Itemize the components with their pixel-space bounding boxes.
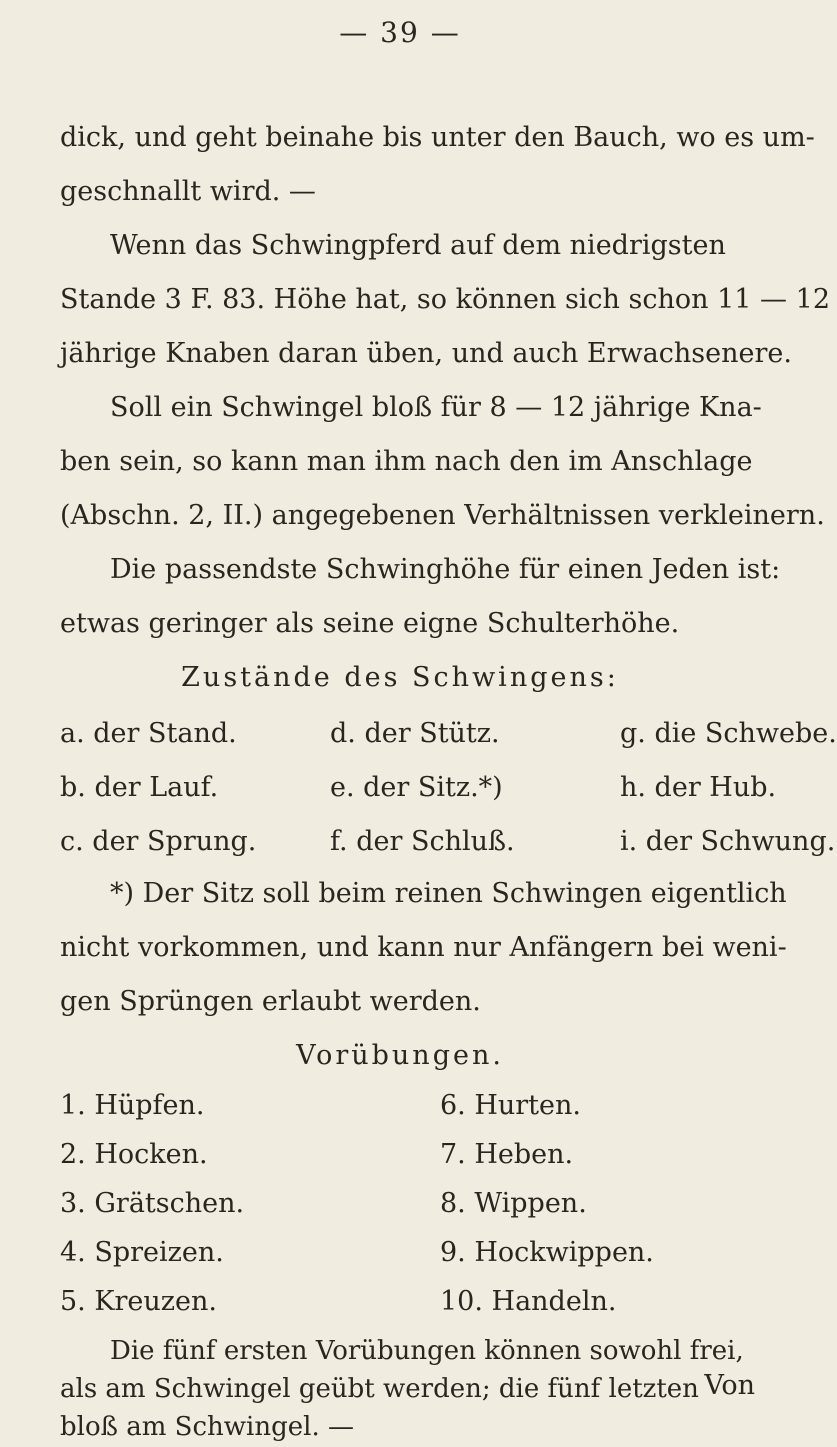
text-line: (Abschn. 2, II.) angegebenen Verhältnissen verkleinern. [60, 500, 825, 531]
list-item: a. der Stand. [60, 718, 237, 749]
list-item: g. die Schwebe. [620, 718, 837, 749]
exercise-item: 1. Hüpfen. [60, 1090, 205, 1121]
text-line: etwas geringer als seine eigne Schulterhöhe. [60, 608, 680, 639]
exercise-item: 7. Heben. [440, 1139, 574, 1170]
text-line: Die fünf ersten Vorübungen können sowohl frei, [110, 1336, 744, 1366]
text-line: geschnallt wird. — [60, 176, 316, 207]
list-item: e. der Sitz.*) [330, 772, 503, 803]
section-heading-zustaende: Zustände des Schwingens: [181, 662, 619, 693]
text-line: ben sein, so kann man ihm nach den im Anschlage [60, 446, 753, 477]
exercise-item: 8. Wippen. [440, 1188, 587, 1219]
list-item: f. der Schluß. [330, 826, 515, 857]
catchword: Von [704, 1370, 755, 1401]
exercise-item: 6. Hurten. [440, 1090, 581, 1121]
text-line: Die passendste Schwinghöhe für einen Jeden ist: [110, 554, 781, 585]
text-line: Soll ein Schwingel bloß für 8 — 12 jährige Kna- [110, 392, 762, 423]
text-line: bloß am Schwingel. — [60, 1412, 354, 1442]
text-line: Wenn das Schwingpferd auf dem niedrigsten [110, 230, 726, 261]
text-line: Stande 3 F. 83. Höhe hat, so können sich schon 11 — 12 [60, 284, 831, 315]
list-item: i. der Schwung. [620, 826, 836, 857]
list-item: h. der Hub. [620, 772, 777, 803]
exercise-item: 4. Spreizen. [60, 1237, 224, 1268]
exercise-item: 9. Hockwippen. [440, 1237, 654, 1268]
page-number: — 39 — [339, 16, 461, 49]
footnote-line: gen Sprüngen erlaubt werden. [60, 986, 481, 1017]
text-line: dick, und geht beinahe bis unter den Bauch, wo es um- [60, 122, 815, 153]
exercise-item: 3. Grätschen. [60, 1188, 245, 1219]
exercise-item: 5. Kreuzen. [60, 1286, 217, 1317]
footnote-line: *) Der Sitz soll beim reinen Schwingen eigentlich [110, 878, 787, 909]
list-item: c. der Sprung. [60, 826, 257, 857]
text-line: jährige Knaben daran üben, und auch Erwachsenere. [60, 338, 792, 369]
exercise-item: 10. Handeln. [440, 1286, 617, 1317]
section-heading-voruebungen: Vorübungen. [296, 1040, 504, 1071]
footnote-line: nicht vorkommen, und kann nur Anfängern bei weni- [60, 932, 787, 963]
list-item: d. der Stütz. [330, 718, 500, 749]
exercise-item: 2. Hocken. [60, 1139, 208, 1170]
list-item: b. der Lauf. [60, 772, 219, 803]
text-line: als am Schwingel geübt werden; die fünf letzten [60, 1374, 699, 1404]
